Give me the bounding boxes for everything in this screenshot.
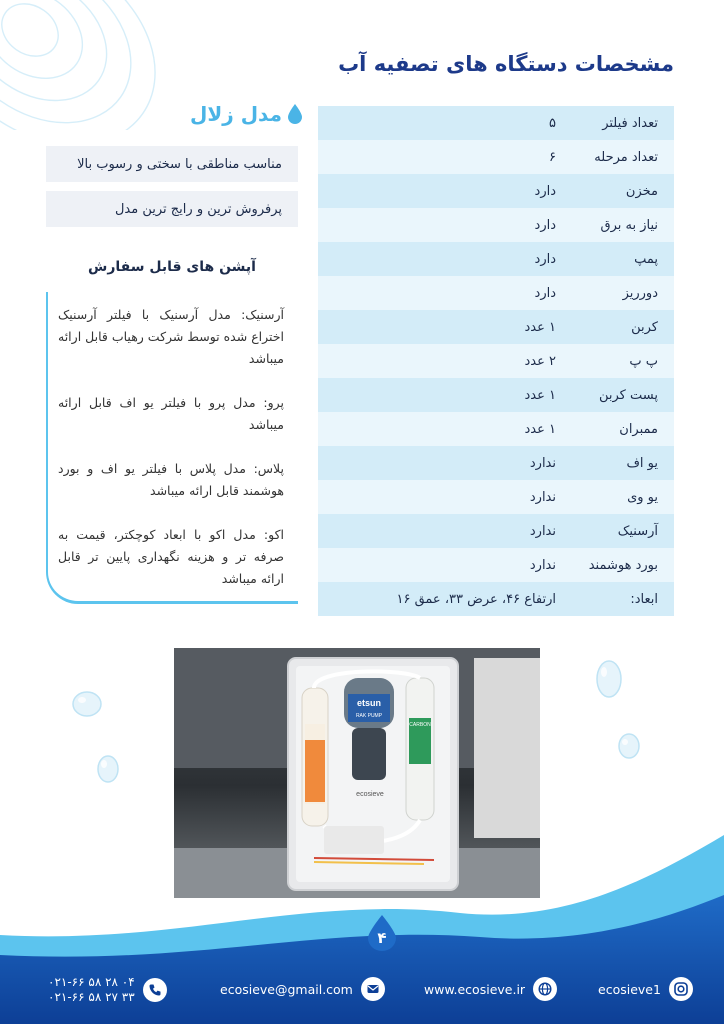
spec-value: دارد <box>534 183 556 199</box>
spec-label: نیاز به برق <box>600 217 658 233</box>
phone-numbers <box>48 975 135 1005</box>
phone-icon <box>143 978 167 1002</box>
option-item: پرو: مدل پرو با فیلتر یو اف قابل ارائه میباشد <box>58 395 284 432</box>
phone-number: ۰۲۱-۶۶ ۵۸ ۲۸ ۰۴ <box>48 975 135 989</box>
spec-value: ندارد <box>529 557 556 573</box>
spec-value: ۱ عدد <box>524 387 556 403</box>
spec-label: تعداد مرحله <box>594 149 658 165</box>
filter-label: CARBON <box>409 722 431 728</box>
options-title: آپشن های قابل سفارش <box>88 259 256 275</box>
spec-row <box>318 378 674 412</box>
pump-label: etsun <box>356 698 382 708</box>
spec-value: ۱ عدد <box>524 319 556 335</box>
spec-value: ۲ عدد <box>524 353 556 369</box>
email-contact[interactable] <box>220 977 385 1001</box>
page-number: ۴ <box>377 929 387 947</box>
feature-text: پرفروش ترین و رایج ترین مدل <box>114 201 282 217</box>
spec-value: دارد <box>534 285 556 301</box>
spec-row <box>318 276 674 310</box>
spec-value: ارتفاع ۴۶، عرض ۳۳، عمق ۱۶ <box>396 591 556 607</box>
option-item: آرسنیک: مدل آرسنیک با فیلتر آرسنیک اختراع شده توسط شرکت رهیاب قابل ارائه میباشد <box>58 307 284 366</box>
spec-value: ندارد <box>529 455 556 471</box>
water-drop-icon <box>288 104 302 124</box>
spec-row <box>318 344 674 378</box>
spec-row <box>318 140 674 174</box>
spec-value: ندارد <box>529 489 556 505</box>
option-item: پلاس: مدل پلاس با فیلتر یو اف و بورد هوشمند قابل ارائه میباشد <box>58 461 284 498</box>
options-list <box>46 292 298 604</box>
model-name: مدل زلال <box>189 102 282 126</box>
option-item: اکو: مدل اکو با ابعاد کوچکتر، قیمت به صرفه تر و هزینه نگهداری پایین تر قابل ارائه میباشد <box>58 527 284 586</box>
spec-label: پست کربن <box>599 387 658 403</box>
instagram-handle: ecosieve1 <box>598 981 661 997</box>
spec-value: ۱ عدد <box>524 421 556 437</box>
feature-box <box>46 191 298 227</box>
website-contact[interactable] <box>424 977 557 1001</box>
spec-label: پ پ <box>629 353 658 369</box>
spec-label: پمپ <box>634 251 658 267</box>
phone-number: ۰۲۱-۶۶ ۵۸ ۲۷ ۳۳ <box>48 990 135 1004</box>
spec-label: یو وی <box>627 489 658 505</box>
spec-label: مخزن <box>625 183 658 199</box>
instagram-icon <box>669 977 693 1001</box>
spec-row <box>318 446 674 480</box>
spec-row <box>318 480 674 514</box>
spec-row <box>318 582 674 616</box>
spec-label: دورریز <box>622 285 658 301</box>
spec-label: ممبران <box>619 421 658 437</box>
spec-row <box>318 548 674 582</box>
spec-row <box>318 412 674 446</box>
spec-row <box>318 242 674 276</box>
spec-label: تعداد فیلتر <box>602 115 658 131</box>
page-number-badge <box>368 915 396 951</box>
spec-label: بورد هوشمند <box>588 557 658 573</box>
spec-row <box>318 208 674 242</box>
spec-row <box>318 174 674 208</box>
phone-contact[interactable] <box>48 975 167 1005</box>
spec-label: کربن <box>631 319 658 335</box>
globe-icon <box>533 977 557 1001</box>
pump-sub-label: RAK PUMP <box>355 713 383 719</box>
feature-box <box>46 146 298 182</box>
spec-row <box>318 514 674 548</box>
model-title <box>182 102 302 126</box>
spec-value: ۵ <box>549 115 556 131</box>
spec-value: دارد <box>534 217 556 233</box>
website-url: www.ecosieve.ir <box>424 981 526 997</box>
spec-row <box>318 106 674 140</box>
feature-text: مناسب مناطقی با سختی و رسوب بالا <box>77 156 282 172</box>
spec-value: ندارد <box>529 523 556 539</box>
decorative-rings <box>0 0 160 130</box>
email-address: ecosieve@gmail.com <box>220 981 353 997</box>
specs-table <box>318 106 674 616</box>
spec-row <box>318 310 674 344</box>
spec-value: ۶ <box>549 149 556 165</box>
brand-label: ecosieve <box>356 791 384 798</box>
spec-label: ابعاد: <box>630 591 658 607</box>
page-title: مشخصات دستگاه های تصفیه آب <box>338 52 674 76</box>
instagram-contact[interactable] <box>598 977 693 1001</box>
spec-value: دارد <box>534 251 556 267</box>
spec-label: آرسنیک <box>617 523 658 539</box>
spec-label: یو اف <box>626 455 658 471</box>
mail-icon <box>361 977 385 1001</box>
